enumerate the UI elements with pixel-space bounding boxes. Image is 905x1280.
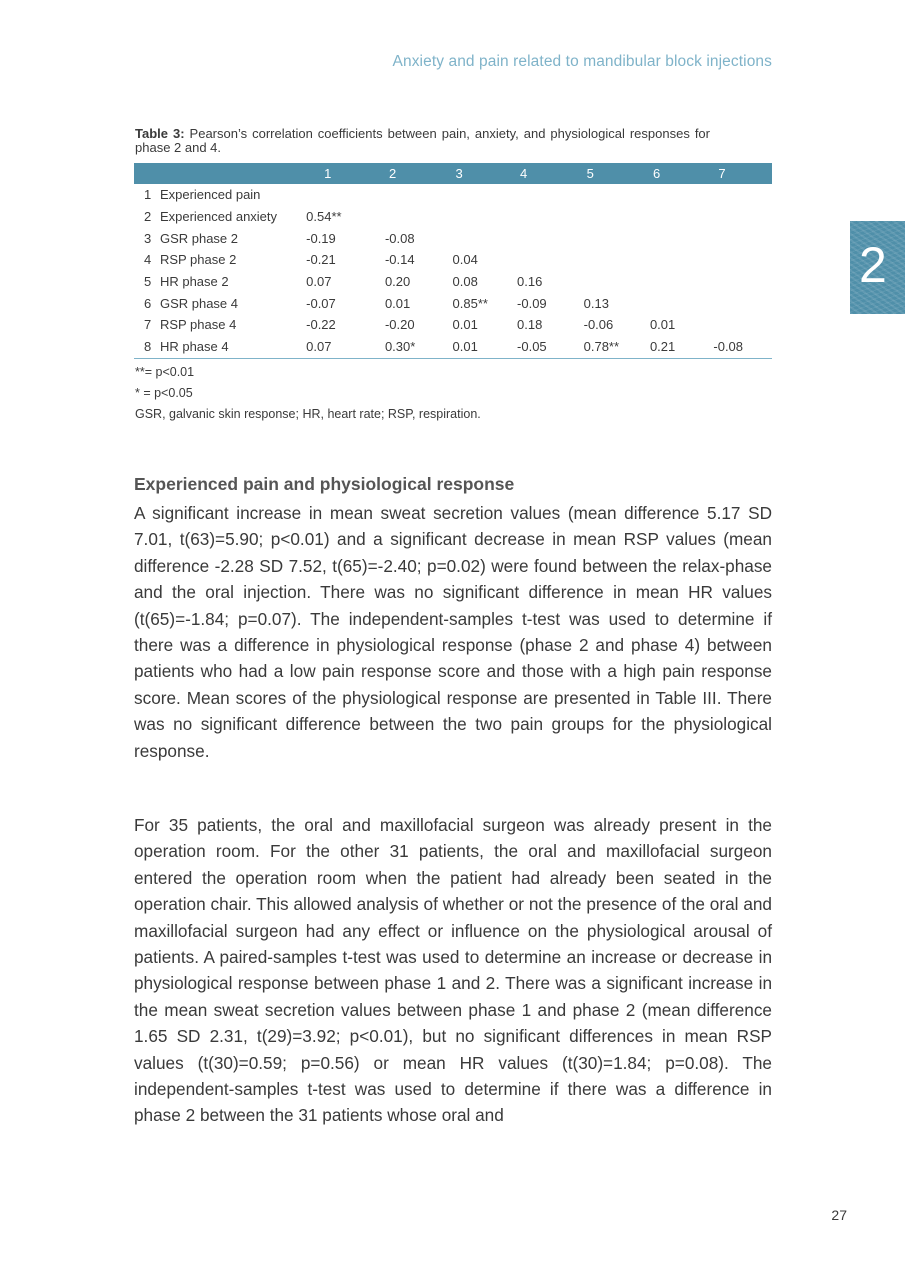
row-label: RSP phase 2 [159,252,237,268]
section-heading: Experienced pain and physiological response [134,474,515,494]
table-cell: 0.18 [517,317,543,333]
table-cell [713,249,772,271]
column-header: 5 [586,166,594,181]
row-index: 1 [144,187,152,203]
row-index: 5 [144,274,152,290]
table-cell [385,184,453,206]
table-cell: 0.54** [306,209,342,225]
column-header: 2 [388,166,397,181]
table-cell [650,206,713,228]
table-cell [584,184,650,206]
row-index: 3 [144,230,152,246]
running-header: Anxiety and pain related to mandibular block injections [392,53,772,70]
table-cell: -0.20 [384,317,415,333]
table-note: **= p<0.01 [135,365,195,379]
row-index: 6 [144,295,152,311]
table-header-row [134,163,772,184]
table-cell [517,206,584,228]
header-blank [134,163,160,184]
table-cell: 0.01 [384,295,411,311]
row-label: HR phase 2 [159,274,229,290]
table-cell: -0.06 [583,317,614,333]
row-index: 2 [144,209,152,225]
table-cell: 0.08 [452,274,478,290]
table-cell [713,206,772,228]
table-cell: 0.85** [452,295,488,311]
table-cell [453,227,518,249]
page-number: 27 [831,1207,847,1223]
row-index: 7 [144,317,152,333]
column-header: 7 [718,166,726,181]
table-row [134,184,772,206]
table-row [134,271,772,293]
row-label: GSR phase 2 [159,230,238,246]
table-row [134,314,772,336]
table-cell: 0.30* [385,336,453,358]
row-index: 4 [144,252,152,268]
table-cell [517,227,584,249]
table-row [134,206,772,228]
table-cell: 0.01 [452,317,478,333]
table-note: * = p<0.05 [135,386,193,400]
table-cell [713,184,772,206]
table-cell: 0.78** [584,336,650,358]
table-cell: -0.09 [517,295,547,311]
table-caption [135,127,710,155]
body-paragraph: For 35 patients, the oral and maxillofacial surgeon was already present in the operation room. For the other 31 patients, the oral and maxillofacial surgeon entered the operation room when the patient had already been seated in the operation chair. This allowed analysis of whether or not the presence of the oral and maxillofacial surgeon had any effect or influence on the physiological arousal of patients. A paired-samples t-test was used to determine an increase or decrease in physiological response between phase 1 and 2. There was a significant increase in the mean sweat secretion values between phase 1 and phase 2 (mean difference 1.65 SD 2.31, t(29)=3.92; p<0.01), but no significant differences in mean RSP values (t(30)=0.59; p=0.56) or mean HR values (t(30)=1.84; p=0.08). The independent-samples t-test was used to determine if there was a difference in phase 2 between the 31 patients whose oral and [134,815,772,1126]
table-cell: -0.19 [306,230,336,246]
table-cell: 0.20 [384,274,411,290]
table-cell: 0.01 [453,336,518,358]
table-cell [650,271,713,293]
table-row [134,292,772,314]
table-cell [584,249,650,271]
table-cell: 0.07 [306,274,332,290]
table-cell: -0.14 [384,252,415,268]
table-cell [453,206,518,228]
column-header: 1 [324,166,332,181]
table-cell [650,249,713,271]
header-blank [160,163,306,184]
table-cell: 0.04 [452,252,478,268]
table-cell: 0.16 [517,274,543,290]
table-cell [517,249,584,271]
row-label: RSP phase 4 [159,317,237,333]
table-note: GSR, galvanic skin response; HR, heart rate; RSP, respiration. [135,407,481,421]
column-header: 4 [520,166,528,181]
row-label: Experienced pain [159,187,261,203]
row-label: GSR phase 4 [159,295,238,311]
table-cell: 0.21 [650,336,713,358]
table-cell: 0.01 [649,317,676,333]
table-row [134,249,772,271]
table-cell [650,292,713,314]
table-caption-label: Table 3: [135,126,185,141]
column-header: 6 [652,166,661,181]
table-cell [517,184,584,206]
chapter-number: 2 [859,237,887,293]
table-cell [584,271,650,293]
row-label: HR phase 4 [160,336,306,358]
table-cell: -0.08 [384,230,415,246]
table-row [134,336,772,358]
table-body [134,184,772,358]
table-cell [650,227,713,249]
table-notes [135,362,481,425]
table-cell: 0.13 [583,295,609,311]
row-index: 8 [134,336,160,358]
table-cell [650,184,713,206]
column-header: 3 [455,166,463,181]
table-cell [453,184,518,206]
table-row [134,227,772,249]
table-cell: -0.07 [306,295,336,311]
body-paragraph: A significant increase in mean sweat secretion values (mean difference 5.17 SD 7.01, t(63)=5.90; p<0.01) and a significant decrease in mean RSP values (mean difference -2.28 SD 7.52, t(65)=-2.40; p=0.02) were found between the relax-phase and the oral injection. There was no significant difference in mean HR values (t(65)=-1.84; p=0.07). The independent-samples t-test was used to determine if there was a difference in physiological response (phase 2 and phase 4) between patients who had a low pain response score and those with a high pain response score. Mean scores of the physiological response are presented in Table III. There was no significant difference between the two pain groups for the physiological response. [134,503,772,761]
chapter-tab [850,221,905,314]
table-cell [385,206,453,228]
row-label: Experienced anxiety [159,209,278,225]
table-cell: 0.07 [306,336,385,358]
correlation-table [134,163,772,359]
table-cell [713,314,772,336]
table-cell: -0.05 [517,336,584,358]
table-cell [584,206,650,228]
table-cell [713,292,772,314]
table-cell [713,271,772,293]
table-cell [306,184,385,206]
table-cell: -0.22 [306,317,336,333]
table-caption-text: Pearson’s correlation coefficients between pain, anxiety, and physiological responses for phase 2 and 4. [135,126,710,155]
table-cell [584,227,650,249]
table-cell: -0.21 [306,252,336,268]
table-cell: -0.08 [713,336,772,358]
table-cell [713,227,772,249]
